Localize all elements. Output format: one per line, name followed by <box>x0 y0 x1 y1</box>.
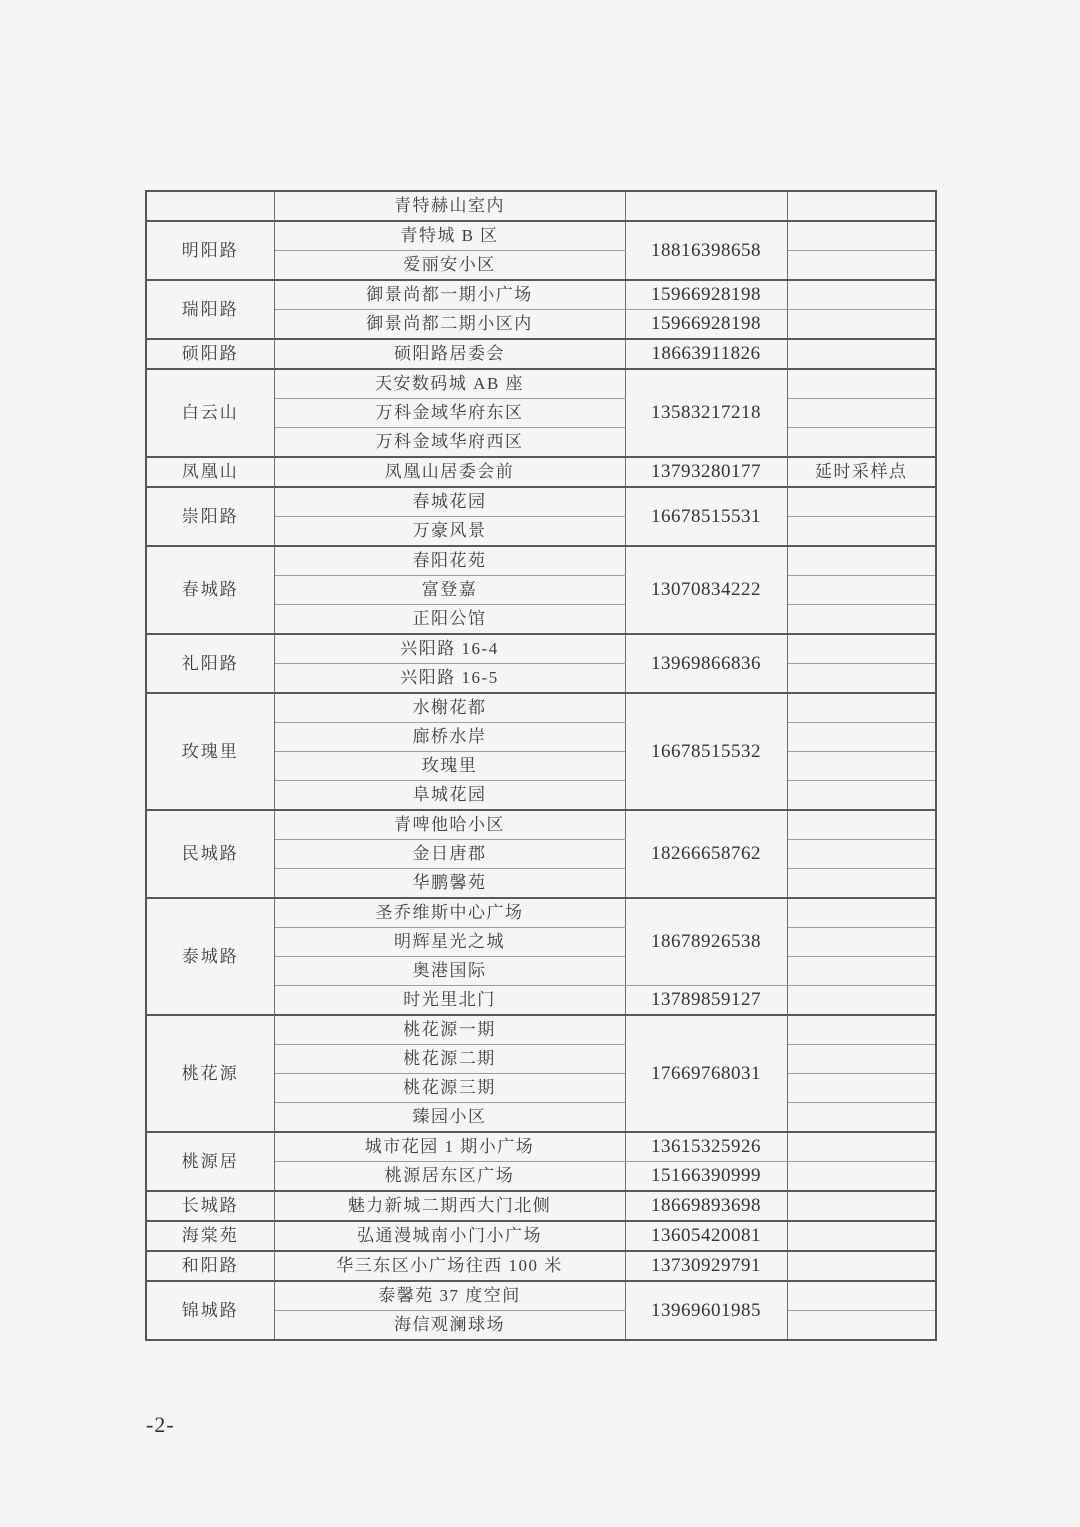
table-row <box>146 369 936 399</box>
road-cell: 礼阳路 <box>146 634 274 693</box>
location-cell: 水榭花都 <box>274 693 625 723</box>
location-cell: 魅力新城二期西大门北侧 <box>274 1191 625 1221</box>
phone-cell: 18678926538 <box>625 898 787 986</box>
phone-cell: 13605420081 <box>625 1221 787 1251</box>
table-body <box>146 191 936 1340</box>
note-cell <box>787 369 936 399</box>
phone-cell: 16678515531 <box>625 487 787 546</box>
location-cell: 春城花园 <box>274 487 625 517</box>
location-cell: 华鹏馨苑 <box>274 869 625 899</box>
note-cell <box>787 1132 936 1162</box>
sampling-points-table <box>145 190 937 1341</box>
road-cell: 白云山 <box>146 369 274 457</box>
location-cell: 泰馨苑 37 度空间 <box>274 1281 625 1311</box>
note-cell <box>787 191 936 221</box>
note-cell <box>787 1311 936 1341</box>
note-cell <box>787 546 936 576</box>
phone-cell: 13793280177 <box>625 457 787 487</box>
road-cell: 春城路 <box>146 546 274 634</box>
road-cell: 和阳路 <box>146 1251 274 1281</box>
phone-cell: 18266658762 <box>625 810 787 898</box>
note-cell <box>787 898 936 928</box>
phone-cell: 15966928198 <box>625 310 787 340</box>
note-cell <box>787 399 936 428</box>
road-cell: 桃花源 <box>146 1015 274 1132</box>
table-row <box>146 898 936 928</box>
note-cell <box>787 221 936 251</box>
note-cell <box>787 1191 936 1221</box>
table-row <box>146 1221 936 1251</box>
location-cell: 臻园小区 <box>274 1103 625 1133</box>
phone-cell: 13969866836 <box>625 634 787 693</box>
location-cell: 玫瑰里 <box>274 752 625 781</box>
note-cell <box>787 1015 936 1045</box>
table-row <box>146 280 936 310</box>
location-cell: 青啤他哈小区 <box>274 810 625 840</box>
note-cell <box>787 310 936 340</box>
note-cell <box>787 1162 936 1192</box>
phone-cell: 18663911826 <box>625 339 787 369</box>
note-cell <box>787 693 936 723</box>
road-cell: 海棠苑 <box>146 1221 274 1251</box>
table-row <box>146 1191 936 1221</box>
location-cell: 春阳花苑 <box>274 546 625 576</box>
table-row <box>146 693 936 723</box>
location-cell: 富登嘉 <box>274 576 625 605</box>
table-row <box>146 810 936 840</box>
road-cell: 瑞阳路 <box>146 280 274 339</box>
note-cell <box>787 840 936 869</box>
note-cell <box>787 1045 936 1074</box>
note-cell <box>787 869 936 899</box>
road-cell: 硕阳路 <box>146 339 274 369</box>
location-cell: 凤凰山居委会前 <box>274 457 625 487</box>
note-cell <box>787 1103 936 1133</box>
phone-cell <box>625 191 787 221</box>
table-row <box>146 191 936 221</box>
location-cell: 万科金域华府东区 <box>274 399 625 428</box>
location-cell: 明辉星光之城 <box>274 928 625 957</box>
location-cell: 桃源居东区广场 <box>274 1162 625 1192</box>
location-cell: 兴阳路 16-5 <box>274 664 625 694</box>
location-cell: 桃花源二期 <box>274 1045 625 1074</box>
note-cell <box>787 752 936 781</box>
location-cell: 华三东区小广场往西 100 米 <box>274 1251 625 1281</box>
phone-cell: 13730929791 <box>625 1251 787 1281</box>
table-row <box>146 457 936 487</box>
table-row <box>146 487 936 517</box>
table-row <box>146 1251 936 1281</box>
note-cell <box>787 428 936 458</box>
location-cell: 御景尚都一期小广场 <box>274 280 625 310</box>
table-row <box>146 1281 936 1311</box>
location-cell: 硕阳路居委会 <box>274 339 625 369</box>
location-cell: 万科金域华府西区 <box>274 428 625 458</box>
note-cell <box>787 280 936 310</box>
road-cell: 玫瑰里 <box>146 693 274 810</box>
note-cell <box>787 928 936 957</box>
note-cell <box>787 634 936 664</box>
phone-cell: 13615325926 <box>625 1132 787 1162</box>
note-cell <box>787 1221 936 1251</box>
road-cell: 桃源居 <box>146 1132 274 1191</box>
location-cell: 桃花源三期 <box>274 1074 625 1103</box>
note-cell <box>787 1074 936 1103</box>
phone-cell: 18669893698 <box>625 1191 787 1221</box>
road-cell: 凤凰山 <box>146 457 274 487</box>
road-cell: 泰城路 <box>146 898 274 1015</box>
note-cell <box>787 1281 936 1311</box>
note-cell: 延时采样点 <box>787 457 936 487</box>
location-cell: 青特赫山室内 <box>274 191 625 221</box>
note-cell <box>787 576 936 605</box>
phone-cell: 13583217218 <box>625 369 787 457</box>
table-row <box>146 634 936 664</box>
note-cell <box>787 986 936 1016</box>
location-cell: 奥港国际 <box>274 957 625 986</box>
road-cell: 明阳路 <box>146 221 274 280</box>
location-cell: 弘通漫城南小门小广场 <box>274 1221 625 1251</box>
road-cell: 锦城路 <box>146 1281 274 1340</box>
table-row <box>146 546 936 576</box>
location-cell: 城市花园 1 期小广场 <box>274 1132 625 1162</box>
location-cell: 桃花源一期 <box>274 1015 625 1045</box>
location-cell: 爱丽安小区 <box>274 251 625 281</box>
location-cell: 阜城花园 <box>274 781 625 811</box>
note-cell <box>787 251 936 281</box>
road-cell <box>146 191 274 221</box>
note-cell <box>787 517 936 547</box>
location-cell: 圣乔维斯中心广场 <box>274 898 625 928</box>
phone-cell: 15166390999 <box>625 1162 787 1192</box>
location-cell: 金日唐郡 <box>274 840 625 869</box>
phone-cell: 13789859127 <box>625 986 787 1016</box>
location-cell: 正阳公馆 <box>274 605 625 635</box>
road-cell: 长城路 <box>146 1191 274 1221</box>
phone-cell: 15966928198 <box>625 280 787 310</box>
table-row <box>146 339 936 369</box>
note-cell <box>787 957 936 986</box>
location-cell: 御景尚都二期小区内 <box>274 310 625 340</box>
note-cell <box>787 723 936 752</box>
note-cell <box>787 1251 936 1281</box>
location-cell: 时光里北门 <box>274 986 625 1016</box>
note-cell <box>787 781 936 811</box>
note-cell <box>787 605 936 635</box>
phone-cell: 18816398658 <box>625 221 787 280</box>
location-cell: 青特城 B 区 <box>274 221 625 251</box>
note-cell <box>787 810 936 840</box>
note-cell <box>787 664 936 694</box>
location-cell: 兴阳路 16-4 <box>274 634 625 664</box>
location-cell: 廊桥水岸 <box>274 723 625 752</box>
road-cell: 崇阳路 <box>146 487 274 546</box>
phone-cell: 17669768031 <box>625 1015 787 1132</box>
note-cell <box>787 487 936 517</box>
table-row <box>146 221 936 251</box>
table-row <box>146 1015 936 1045</box>
road-cell: 民城路 <box>146 810 274 898</box>
location-cell: 天安数码城 AB 座 <box>274 369 625 399</box>
table-row <box>146 1132 936 1162</box>
note-cell <box>787 339 936 369</box>
page-number: -2- <box>146 1412 175 1437</box>
phone-cell: 16678515532 <box>625 693 787 810</box>
location-cell: 万豪风景 <box>274 517 625 547</box>
location-cell: 海信观澜球场 <box>274 1311 625 1341</box>
phone-cell: 13070834222 <box>625 546 787 634</box>
phone-cell: 13969601985 <box>625 1281 787 1340</box>
